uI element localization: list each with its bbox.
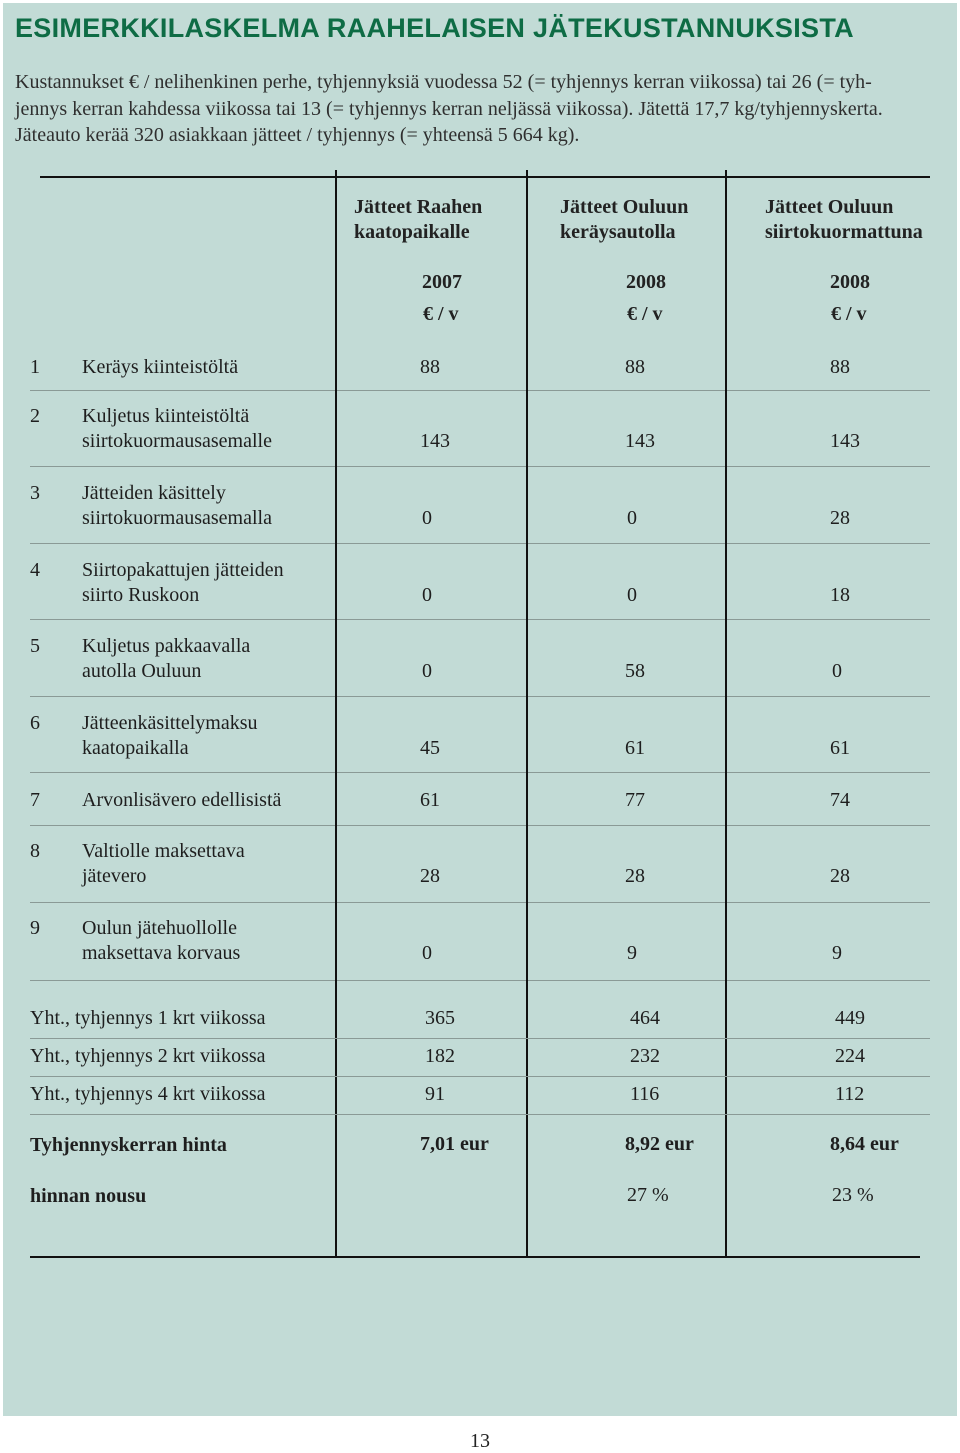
row-label-line: Kuljetus pakkaavalla	[82, 635, 251, 657]
row-rule	[528, 619, 725, 620]
row-rule	[528, 980, 725, 981]
price-label: Tyhjennyskerran hinta	[30, 1134, 227, 1156]
column-unit: € / v	[627, 303, 663, 325]
column-header	[765, 195, 923, 245]
intro-text	[15, 69, 945, 149]
row-label-line: siirtokuormausasemalle	[82, 430, 272, 452]
row-label	[82, 788, 281, 813]
row-label-line: siirto Ruskoon	[82, 584, 200, 606]
total-value: 232	[630, 1045, 660, 1067]
row-label-line: kaatopaikalla	[82, 737, 189, 759]
row-rule	[337, 696, 526, 697]
price-value: 7,01 eur	[420, 1133, 489, 1155]
row-number: 9	[30, 917, 40, 939]
row-label-line: Jätteiden käsittely	[82, 482, 226, 504]
table-cell-value: 74	[830, 789, 850, 811]
total-value: 116	[630, 1083, 660, 1105]
table-cell-value: 143	[625, 430, 655, 452]
row-label	[82, 355, 238, 380]
table-cell-value: 88	[830, 356, 850, 378]
row-label	[82, 711, 258, 761]
row-rule	[337, 902, 526, 903]
row-rule	[337, 390, 526, 391]
row-rule	[528, 772, 725, 773]
row-rule	[727, 696, 930, 697]
table-cell-value: 0	[422, 584, 432, 606]
row-rule	[30, 980, 335, 981]
table-cell-value: 28	[625, 865, 645, 887]
table-cell-value: 58	[625, 660, 645, 682]
row-number: 7	[30, 789, 40, 811]
row-rule	[727, 619, 930, 620]
row-number: 5	[30, 635, 40, 657]
column-header-line: kaatopaikalle	[354, 221, 470, 243]
total-value: 464	[630, 1007, 660, 1029]
column-divider	[526, 170, 528, 1256]
table-cell-value: 143	[420, 430, 450, 452]
row-rule	[30, 902, 335, 903]
row-label-line: Jätteenkäsittelymaksu	[82, 712, 258, 734]
table-cell-value: 28	[420, 865, 440, 887]
page-number: 13	[470, 1430, 490, 1452]
table-cell-value: 45	[420, 737, 440, 759]
row-rule	[727, 390, 930, 391]
total-value: 91	[425, 1083, 445, 1105]
table-cell-value: 0	[422, 660, 432, 682]
table-cell-value: 88	[420, 356, 440, 378]
row-label-line: Arvonlisävero edellisistä	[82, 789, 282, 811]
table-cell-value: 61	[420, 789, 440, 811]
column-header-line: keräysautolla	[560, 221, 676, 243]
row-rule	[528, 390, 725, 391]
row-label-line: autolla Ouluun	[82, 660, 202, 682]
column-unit: € / v	[831, 303, 867, 325]
row-rule	[727, 825, 930, 826]
total-rule	[30, 1114, 930, 1115]
row-label-line: jätevero	[82, 865, 147, 887]
table-cell-value: 0	[422, 507, 432, 529]
column-unit: € / v	[423, 303, 459, 325]
row-label-line: siirtokuormausasemalla	[82, 507, 272, 529]
table-cell-value: 61	[625, 737, 645, 759]
row-label	[82, 558, 284, 608]
table-cell-value: 0	[832, 660, 842, 682]
row-rule	[30, 696, 335, 697]
total-value: 224	[835, 1045, 865, 1067]
column-header	[560, 195, 688, 245]
column-header-line: Jätteet Ouluun	[765, 196, 894, 218]
column-divider	[725, 170, 727, 1256]
table-cell-value: 88	[625, 356, 645, 378]
total-value: 449	[835, 1007, 865, 1029]
row-label	[82, 404, 272, 454]
table-cell-value: 143	[830, 430, 860, 452]
row-rule	[337, 619, 526, 620]
row-rule	[30, 825, 335, 826]
row-label-line: Oulun jätehuollolle	[82, 917, 237, 939]
row-rule	[528, 466, 725, 467]
row-number: 6	[30, 712, 40, 734]
row-rule	[337, 466, 526, 467]
row-rule	[727, 466, 930, 467]
row-label	[82, 839, 245, 889]
row-rule	[528, 902, 725, 903]
total-value: 112	[835, 1083, 865, 1105]
table-cell-value: 77	[625, 789, 645, 811]
table-cell-value: 28	[830, 507, 850, 529]
column-header	[354, 195, 482, 245]
increase-value: 23 %	[832, 1184, 874, 1206]
row-rule	[528, 543, 725, 544]
total-label: Yht., tyhjennys 2 krt viikossa	[30, 1045, 266, 1067]
total-rule	[30, 1038, 930, 1039]
total-value: 365	[425, 1007, 455, 1029]
row-label-line: Valtiolle maksettava	[82, 840, 245, 862]
row-rule	[727, 902, 930, 903]
row-rule	[528, 825, 725, 826]
row-rule	[337, 543, 526, 544]
total-rule	[30, 1076, 930, 1077]
increase-label: hinnan nousu	[30, 1185, 147, 1207]
total-value: 182	[425, 1045, 455, 1067]
row-rule	[337, 825, 526, 826]
increase-value: 27 %	[627, 1184, 669, 1206]
column-year: 2007	[422, 271, 462, 293]
row-rule	[30, 390, 335, 391]
row-rule	[337, 772, 526, 773]
row-label-line: Siirtopakattujen jätteiden	[82, 559, 284, 581]
intro-line: Kustannukset € / nelihenkinen perhe, tyhjennyksiä vuodessa 52 (= tyhjennys kerran viikossa) tai 26 (= tyh-	[15, 71, 872, 93]
column-year: 2008	[626, 271, 666, 293]
row-rule	[30, 466, 335, 467]
table-cell-value: 9	[627, 942, 637, 964]
column-divider	[335, 170, 337, 1256]
row-number: 3	[30, 482, 40, 504]
row-label-line: Kuljetus kiinteistöltä	[82, 405, 250, 427]
row-number: 4	[30, 559, 40, 581]
column-year: 2008	[830, 271, 870, 293]
row-rule	[30, 619, 335, 620]
table-cell-value: 0	[627, 507, 637, 529]
page-title: ESIMERKKILASKELMA RAAHELAISEN JÄTEKUSTANNUKSISTA	[15, 13, 854, 43]
row-label-line: Keräys kiinteistöltä	[82, 356, 239, 378]
row-rule	[727, 543, 930, 544]
row-label	[82, 916, 240, 966]
intro-line: jennys kerran kahdessa viikossa tai 13 (= tyhjennys kerran neljässä viikossa). Jätettä 17,7 kg/tyhjennyskerta.	[15, 97, 883, 120]
row-label-line: maksettava korvaus	[82, 942, 241, 964]
intro-line: Jäteauto kerää 320 asiakkaan jätteet / tyhjennys (= yhteensä 5 664 kg).	[15, 124, 580, 146]
row-number: 1	[30, 356, 40, 378]
column-header-line: siirtokuormattuna	[765, 221, 923, 243]
table-cell-value: 9	[832, 942, 842, 964]
column-header-line: Jätteet Raahen	[354, 196, 483, 218]
row-rule	[30, 772, 335, 773]
table-cell-value: 0	[627, 584, 637, 606]
row-rule	[727, 772, 930, 773]
total-label: Yht., tyhjennys 4 krt viikossa	[30, 1083, 266, 1105]
table-cell-value: 61	[830, 737, 850, 759]
table-cell-value: 0	[422, 942, 432, 964]
row-label	[82, 634, 250, 684]
row-rule	[528, 696, 725, 697]
row-rule	[727, 980, 930, 981]
row-label	[82, 481, 272, 531]
table-top-rule	[40, 176, 930, 178]
row-number: 2	[30, 405, 40, 427]
table-bottom-rule	[30, 1256, 920, 1258]
price-value: 8,92 eur	[625, 1133, 694, 1155]
row-rule	[337, 980, 526, 981]
table-cell-value: 18	[830, 584, 850, 606]
total-label: Yht., tyhjennys 1 krt viikossa	[30, 1007, 266, 1029]
row-number: 8	[30, 840, 40, 862]
row-rule	[30, 543, 335, 544]
table-cell-value: 28	[830, 865, 850, 887]
column-header-line: Jätteet Ouluun	[560, 196, 689, 218]
price-value: 8,64 eur	[830, 1133, 899, 1155]
